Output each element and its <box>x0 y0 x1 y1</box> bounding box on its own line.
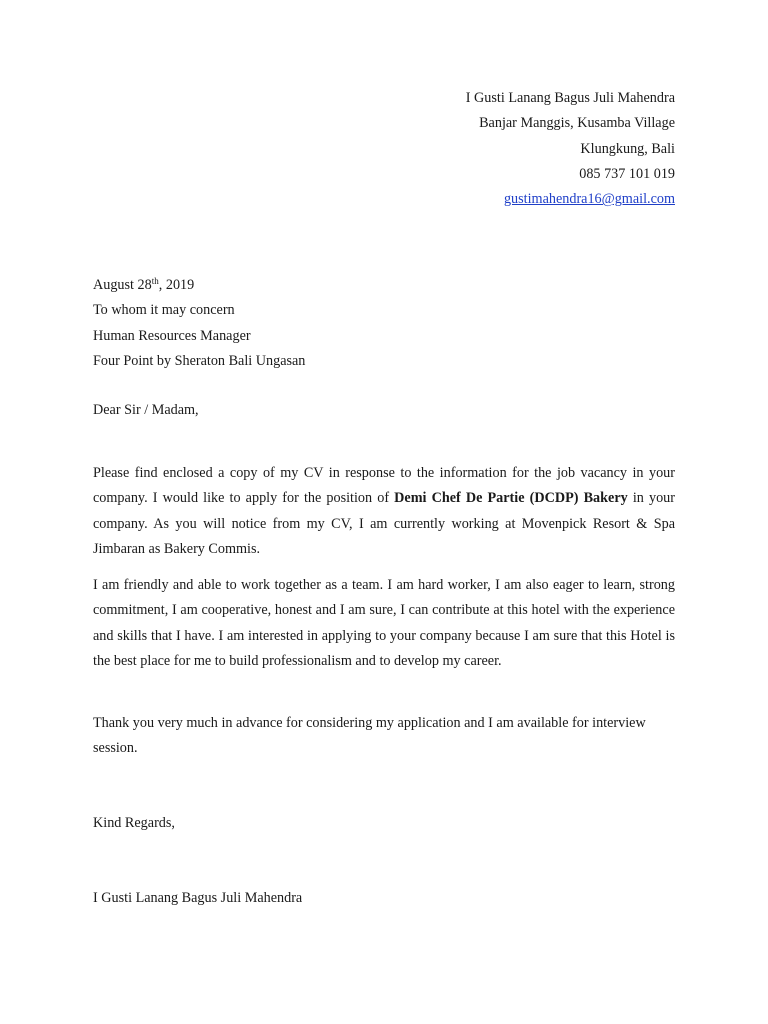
recipient-line2: Human Resources Manager <box>93 327 251 344</box>
paragraph1-intro: Please find enclosed a copy of my CV in response to the information for the job vacancy in your company. I would like to apply for the position of <box>93 465 675 507</box>
closing: Kind Regards, <box>93 815 175 831</box>
sender-block <box>466 86 675 212</box>
date-month-day: August 28 <box>93 277 152 293</box>
position-title: Demi Chef De Partie (DCDP) Bakery <box>394 490 628 507</box>
recipient-line1: To whom it may concern <box>93 302 235 319</box>
sender-email-link[interactable]: gustimahendra16@gmail.com <box>503 191 675 208</box>
sender-address-line2: Klungkung, Bali <box>580 140 675 157</box>
date-ordinal-suffix: th <box>151 276 159 286</box>
sender-email-row <box>466 187 675 212</box>
sender-address-line1: Banjar Manggis, Kusamba Village <box>479 115 675 132</box>
salutation: Dear Sir / Madam, <box>93 402 199 418</box>
paragraph1-rest: in your company. As you will notice from my CV, I am currently working at Movenpick Resort & Spa Jimbaran as Bakery Commis. <box>93 490 675 557</box>
letter-date <box>93 273 305 298</box>
body-paragraph-1 <box>93 461 675 562</box>
signature-name: I Gusti Lanang Bagus Juli Mahendra <box>93 890 303 906</box>
body-paragraph-2: I am friendly and able to work together as a team. I am hard worker, I am also eager to learn, strong commitment, I am cooperative, honest and I am sure, I can contribute at this hotel with the experience and skills that I have. I am interested in applying to your company because I am sure that this Hotel is the best place for me to build professionalism and to develop my career. <box>93 577 675 669</box>
recipient-line3: Four Point by Sheraton Bali Ungasan <box>93 352 306 369</box>
recipient-block <box>93 273 305 374</box>
date-year: , 2019 <box>158 277 195 293</box>
sender-phone: 085 737 101 019 <box>579 165 675 182</box>
sender-name: I Gusti Lanang Bagus Juli Mahendra <box>465 90 675 106</box>
body-paragraph-3: Thank you very much in advance for considering my application and I am available for interview session. <box>93 715 646 757</box>
